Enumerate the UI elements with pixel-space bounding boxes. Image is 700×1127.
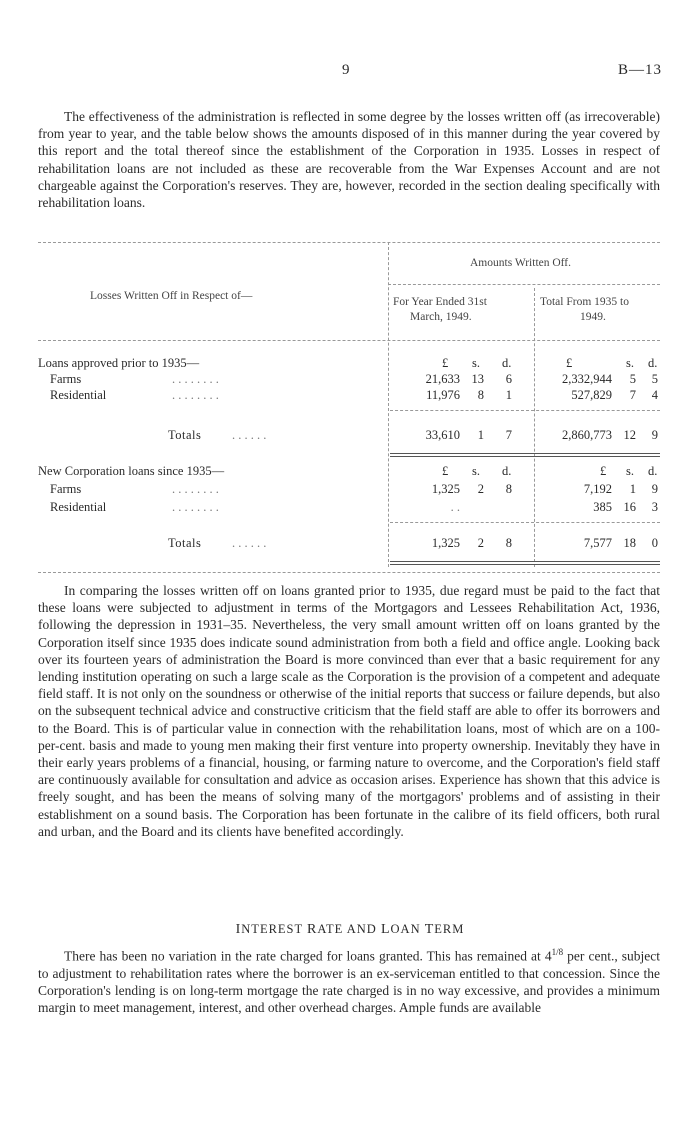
year-pounds: 21,633	[425, 372, 460, 386]
table-top-rule	[38, 242, 660, 243]
pence-unit: d.	[502, 356, 512, 370]
total-pence: 3	[651, 500, 658, 514]
table-divider-1	[388, 242, 389, 567]
total-pence: 0	[651, 536, 658, 550]
total-pounds: 2,860,773	[562, 428, 612, 442]
year-pounds: 33,610	[425, 428, 460, 442]
section-heading: INTEREST RATE AND LOAN TERM	[235, 922, 465, 937]
pound-sign: £	[442, 464, 449, 478]
total-pounds: 385	[593, 500, 612, 514]
row-header: Losses Written Off in Respect of—	[90, 290, 253, 302]
leader-dots: . . . . . .	[232, 536, 267, 550]
body-paragraph: In comparing the losses written off on loans granted prior to 1935, due regard must be paid to the fact that these loans were subjected to adjustment in terms of the Mortgagors and Lessees Rehabilitation Act, 1936, following the depression in 1931–35. Nevertheless, the very small amount written off on loans granted by the Corporation itself since 1935 does indicate sound administration from both a field and office angle. Looking back over its fourteen years of administration the Board is more convinced than ever that a basic requirement for any lending institution operating on such a large scale as the Corporation is the provision of a competent and adequate field staff. It is not only on the soundness or otherwise of the initial reports that success or failure depends, but also on the subsequent technical advice and constructive criticism that the field staff are able to offer its borrowers and to the Board. This is of particular value in connection with the rehabilitation loans, most of which are on a 100-per-cent. basis and made to young men making their first venture into property ownership. Inevitably they have in their early years problems of a financial, housing, or farming nature to overcome, and the Corporation's field staff are continuously available for consultation and advice as occasion arises. Experience has shown that this advice is freely sought, and has been the means of solving many of the mortgagors' problems and of assisting in their establishment on a sound basis. The Corporation has been fortunate in the calibre of its field officers, both rural and urban, and the Board and its clients have benefited accordingly.	[38, 583, 660, 839]
year-pence: 1	[505, 388, 512, 402]
pence-unit: d.	[648, 356, 658, 370]
col1-header-line2: March, 1949.	[410, 311, 472, 323]
group-header-rule	[388, 284, 660, 285]
shillings-unit: s.	[626, 356, 634, 370]
year-pence: 8	[505, 482, 512, 496]
row-label: Residential	[50, 388, 107, 402]
col2-header-line2: 1949.	[580, 311, 606, 323]
total-shillings: 7	[629, 388, 636, 402]
leader-dots: . . . . . . . .	[172, 372, 219, 386]
section2-title: New Corporation loans since 1935—	[38, 464, 225, 478]
table-bottom-rule	[38, 572, 660, 573]
row-label: Farms	[50, 372, 82, 386]
page-number: 9	[342, 62, 350, 78]
subtotal-rule	[390, 410, 660, 411]
shillings-unit: s.	[472, 464, 480, 478]
total-shillings: 18	[623, 536, 636, 550]
total-shillings: 1	[629, 482, 636, 496]
col2-header-line1: Total From 1935 to	[540, 296, 629, 308]
group-header: Amounts Written Off.	[470, 257, 572, 269]
year-shillings: 8	[477, 388, 484, 402]
year-pence: 6	[505, 372, 512, 386]
year-pounds: 1,325	[431, 482, 460, 496]
year-pounds: . .	[450, 500, 460, 514]
year-pounds: 11,976	[426, 388, 460, 402]
year-shillings: 2	[477, 536, 484, 550]
interest-paragraph: There has been no variation in the rate charged for loans granted. This has remained at $4^{1/8}$ per cent., subject to adjustment to rehabilitation rates where the borrower is an ex-serviceman entitled to that concession. Since the Corporation's lending is on long-term mortgage the rate charged is in no way excessive, and provides a minimum margin to meet management, interest, and other overhead charges. Ample funds are available	[38, 947, 660, 1016]
leader-dots: . . . . . . . .	[172, 482, 219, 496]
row-label: Farms	[50, 482, 82, 496]
leader-dots: . . . . . .	[232, 428, 267, 442]
year-shillings: 1	[477, 428, 484, 442]
total-shillings: 5	[629, 372, 636, 386]
page-reference: B—13	[617, 62, 662, 78]
pound-sign: £	[600, 464, 607, 478]
year-pounds: 1,325	[431, 536, 460, 550]
header-bottom-rule	[38, 340, 660, 341]
year-shillings: 2	[477, 482, 484, 496]
year-shillings: 13	[471, 372, 484, 386]
pound-sign: £	[442, 356, 449, 370]
row-label: Residential	[50, 500, 107, 514]
total-pounds: 7,192	[583, 482, 612, 496]
interest-fraction: 1/8	[551, 947, 564, 957]
total-pence: 5	[651, 372, 658, 386]
total-pounds: 2,332,944	[562, 372, 612, 386]
total-shillings: 16	[623, 500, 636, 514]
pence-unit: d.	[648, 464, 658, 478]
leader-dots: . . . . . . . .	[172, 500, 219, 514]
shillings-unit: s.	[626, 464, 634, 478]
totals-double-rule	[390, 456, 660, 457]
total-pounds: 7,577	[583, 536, 612, 550]
subtotal-rule	[390, 522, 660, 523]
total-pence: 9	[651, 428, 658, 442]
intro-paragraph: The effectiveness of the administration is reflected in some degree by the losses written off (as irrecoverable) from year to year, and the table below shows the amounts disposed of in this manner during the year covered by this report and the total thereof since the establishment of the Corporation in 1935. Losses in respect of rehabilitation loans are not included as these are recoverable from the War Expenses Account and are not chargeable against the Corporation's reserves. They are, however, recorded in the section dealing specifically with rehabilitation loans.	[38, 109, 660, 211]
shillings-unit: s.	[472, 356, 480, 370]
year-pence: 7	[505, 428, 512, 442]
total-shillings: 12	[623, 428, 636, 442]
pence-unit: d.	[502, 464, 512, 478]
leader-dots: . . . . . . . .	[172, 388, 219, 402]
totals-label: Totals	[168, 536, 202, 550]
total-pounds: 527,829	[571, 388, 612, 402]
section1-title: Loans approved prior to 1935—	[38, 356, 200, 370]
totals-double-rule	[390, 564, 660, 565]
pound-sign: £	[566, 356, 573, 370]
year-pence: 8	[505, 536, 512, 550]
totals-double-rule	[390, 561, 660, 562]
table-divider-2	[534, 288, 535, 567]
totals-label: Totals	[168, 428, 202, 442]
total-pence: 4	[651, 388, 658, 402]
totals-double-rule	[390, 453, 660, 454]
col1-header-line1: For Year Ended 31st	[393, 296, 487, 308]
total-pence: 9	[651, 482, 658, 496]
